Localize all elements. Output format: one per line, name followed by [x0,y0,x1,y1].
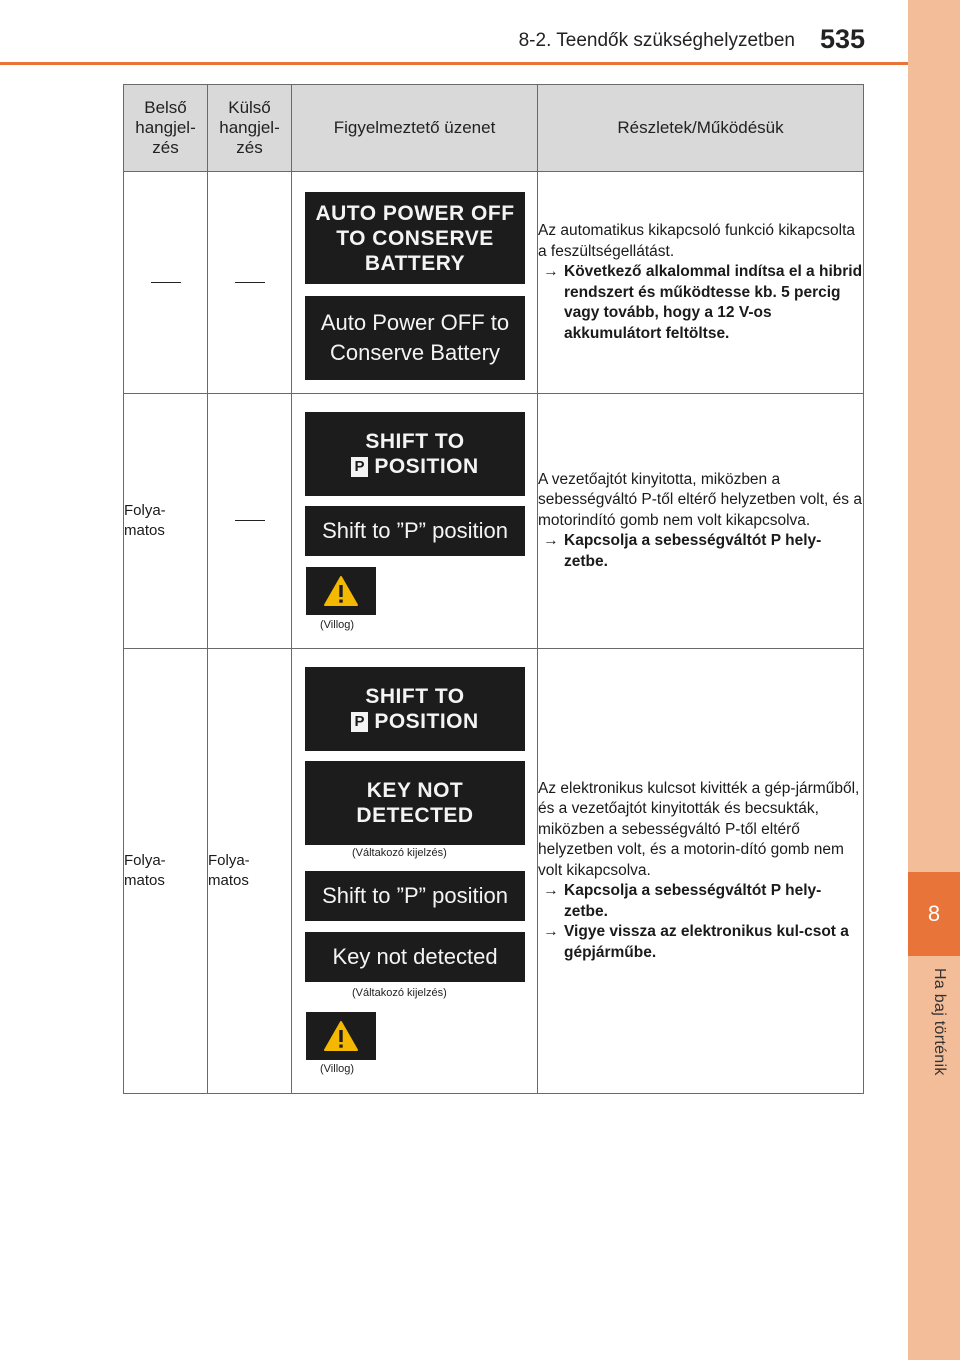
warning-triangle-icon [323,575,359,607]
arrow-right-icon: → [543,923,559,941]
column-header-external: Külső hangjel-zés [208,85,292,172]
table-row [124,172,864,394]
display-shift-to-p: Shift to ”P” position [305,506,525,556]
warning-light [306,1012,376,1060]
action-item: → Kapcsolja a sebességváltót P hely-zetbe. [538,531,863,572]
table-row [124,649,864,1094]
alternating-caption: (Váltakozó kijelzés) [352,987,447,999]
section-title: 8-2. Teendők szükséghelyzetben [518,30,795,51]
arrow-right-icon: → [543,532,559,550]
message-images [292,394,538,649]
internal-buzzer-none [124,172,208,394]
external-buzzer: Folya-matos [208,649,292,1094]
action-item: → Következő alkalommal indítsa el a hibrid rendszert és működtesse kb. 5 percig vagy tovább, hogy a 12 V-os akkumulátort feltöltse. [538,262,863,344]
blink-caption: (Villog) [320,619,355,631]
message-images [292,649,538,1094]
external-buzzer-none [208,394,292,649]
chapter-number: 8 [908,872,960,956]
warning-triangle-icon [323,1020,359,1052]
display-auto-power-off-caps: AUTO POWER OFF TO CONSERVE BATTERY [305,192,525,284]
internal-buzzer: Folya-matos [124,649,208,1094]
table-row [124,394,864,649]
table-header-row [124,85,864,172]
action-item: → Vigye vissza az elektronikus kul-csot a gépjárműbe. [538,922,863,963]
detail-text: Az elektronikus kulcsot kivitték a gép-járműből, és a vezetőajtót kinyitották és becsukták, miközben a sebességváltó P-től eltérő helyzetben volt, és a motorin-dító gomb nem volt kikapcsolva. [538,779,860,879]
display-key-not-detected-caps: KEY NOT DETECTED [305,761,525,845]
details-cell [538,649,864,1094]
chapter-title: Ha baj történik [931,968,948,1076]
page-number: 535 [820,24,866,54]
warning-message-table [123,84,864,1094]
internal-buzzer: Folya-matos [124,394,208,649]
blink-caption: (Villog) [320,1063,355,1075]
column-header-message: Figyelmeztető üzenet [292,85,538,172]
chapter-side-tab [908,0,960,1360]
detail-text: Az automatikus kikapcsoló funkció kikapcsolta a feszültségellátást. [538,222,856,260]
display-key-not-detected: Key not detected [305,932,525,982]
arrow-right-icon: → [543,263,559,280]
message-images [292,172,538,394]
details-cell [538,394,864,649]
display-shift-to-p-caps: SHIFT TO P POSITION [305,412,525,496]
external-buzzer-none [208,172,292,394]
warning-light [306,567,376,615]
column-header-details: Részletek/Működésük [538,85,864,172]
display-auto-power-off: Auto Power OFF to Conserve Battery [305,296,525,380]
column-header-internal: Belső hangjel-zés [124,85,208,172]
display-shift-to-p: Shift to ”P” position [305,871,525,921]
arrow-right-icon: → [543,882,559,900]
alternating-caption: (Váltakozó kijelzés) [352,847,447,859]
display-shift-to-p-caps: SHIFT TO P POSITION [305,667,525,751]
header-rule [0,62,908,65]
action-item: → Kapcsolja a sebességváltót P hely-zetbe. [538,881,863,922]
detail-text: A vezetőajtót kinyitotta, miközben a sebességváltó P-től eltérő helyzetben volt, és a motorindító gomb nem volt kikapcsolva. [538,470,862,529]
details-cell [538,172,864,394]
